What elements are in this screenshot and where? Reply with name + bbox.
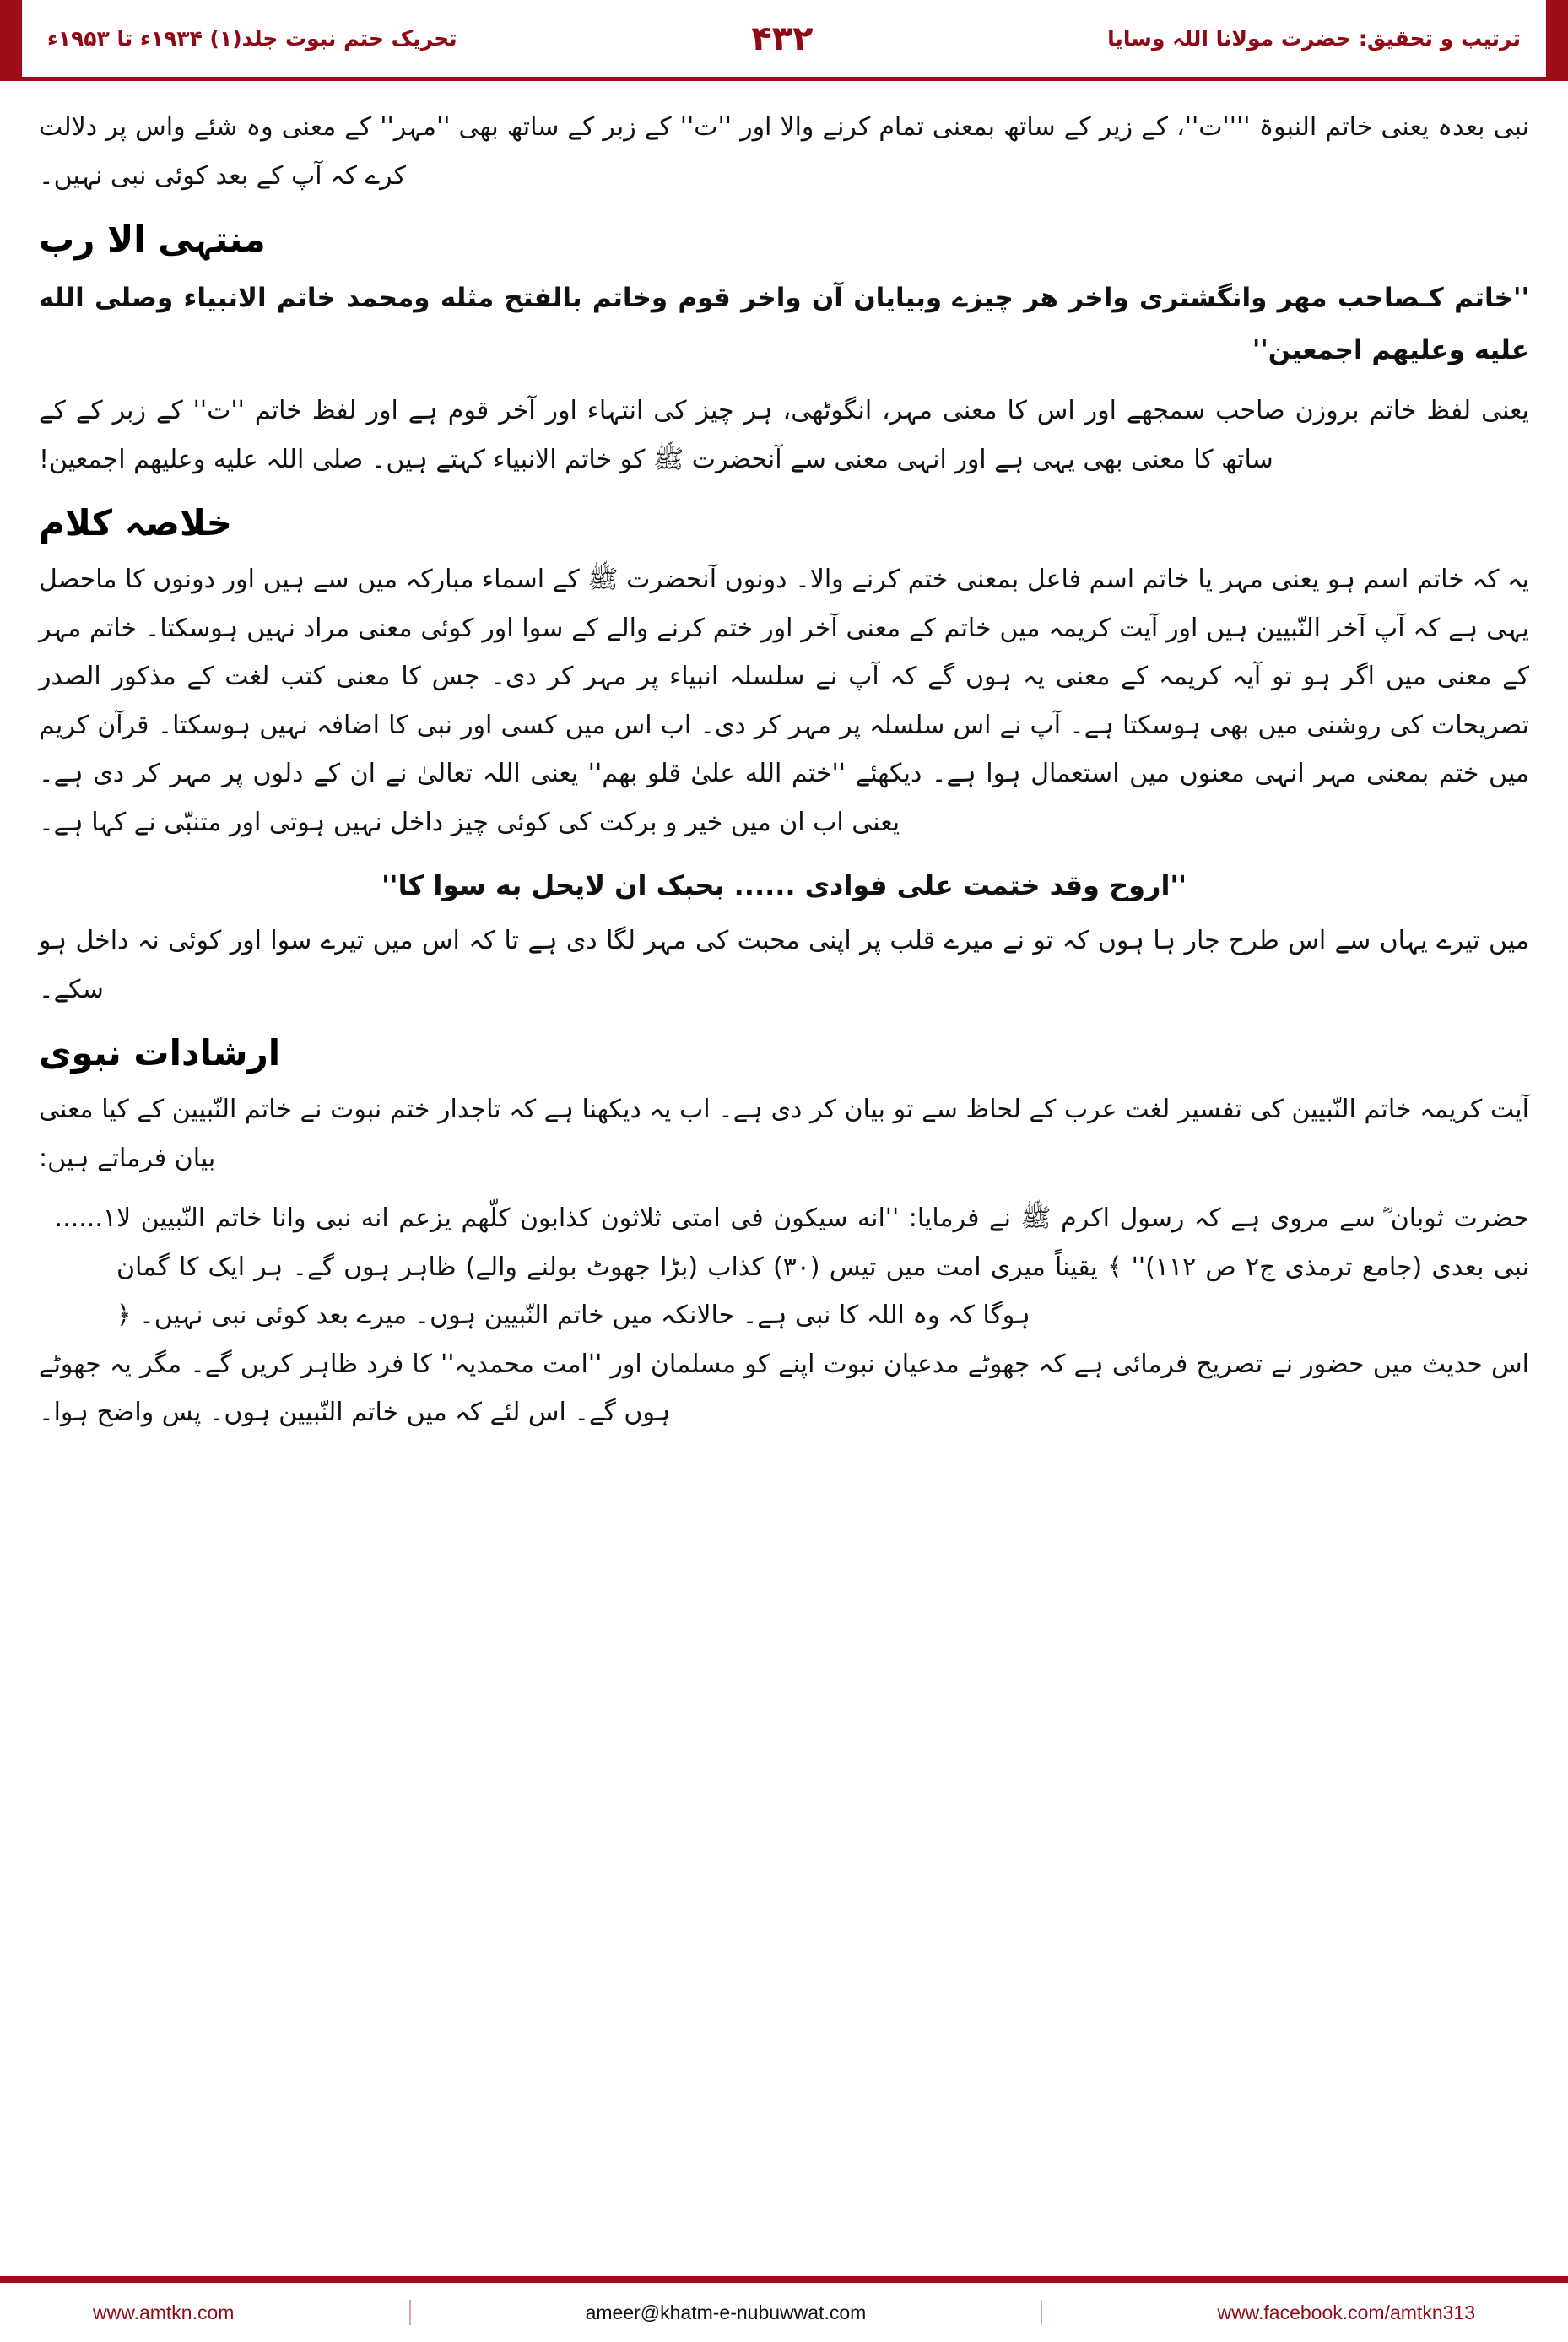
paragraph-2: یعنی لفظ خاتم بروزن صاحب سمجھے اور اس کا معنی مہر، انگوٹھی، ہر چیز کی انتہاء اور آخر قوم ہے اور لفظ خاتم ''ت'' کے زبر کے کے ساتھ کا معنی بھی یہی ہے اور انہی معنی سے آنحضرت ﷺ کو خاتم الانبیاء کہتے ہیں۔ صلی اللہ علیه وعلیهم اجمعین! [39,395,1529,474]
hadith-item-1-text: حضرت ثوبان ؓ سے مروی ہے کہ رسول اکرم ﷺ نے فرمایا: ''انه سیکون فی امتی ثلاثون کذابون کلّهم یزعم انه نبی وانا خاتم النّبیین لا نبی بعدی (جامع ترمذی ج۲ ص ۱۱۲)'' ﴾ یقیناً میری امت میں تیس (۳۰) کذاب (بڑا جھوٹ بولنے والے) ظاہر ہوں گے۔ ہر ایک کا گمان ہوگا کہ وہ اللہ کا نبی ہے۔ حالانکہ میں خاتم النّبیین ہوں۔ میرے بعد کوئی نبی نہیں۔ ﴿ [116,1203,1530,1331]
page-number: ۴۳۲ [751,19,814,58]
footer-facebook-link[interactable]: www.facebook.com/amtkn313 [1217,2301,1475,2323]
header-book-title: تحریک ختم نبوت جلد(۱) ۱۹۳۴ء تا ۱۹۵۳ء [47,25,457,51]
hadith-item-1 [39,1194,1529,1340]
page-header [0,0,1568,81]
hadith-item-1-marker: ۱...... [54,1203,116,1234]
arabic-quotation-2: ''اروح وقد ختمت علی فوادی ...... بحبک ان لایحل به سوا کا'' [381,868,1187,901]
footer-separator-1 [409,2300,411,2325]
heading-irshadat-e-nabwi: ارشادات نبوی [39,1032,281,1074]
heading-muntaha-ul-arab: منتہی الا رب [39,219,266,261]
document-body [0,81,1568,2276]
arabic-quotation-1: ''خاتم کـصاحب مهر وانگشتری واخر هر چیزے وبیایان آن واخر قوم وخاتم بالفتح مثله ومحمد خاتم الانبیاء وصلی الله علیه وعلیهم اجمعین'' [39,282,1529,365]
footer-website-link[interactable]: www.amtkn.com [93,2301,235,2323]
paragraph-4: میں تیرے یہاں سے اس طرح جار ہا ہوں کہ تو نے میرے قلب پر اپنی محبت کی مہر لگا دی ہے تا کہ اس میں تیرے سوا اور کوئی نہ داخل ہو سکے۔ [39,925,1529,1004]
paragraph-6: اس حدیث میں حضور نے تصریح فرمائی ہے کہ جھوٹے مدعیان نبوت اپنے کو مسلمان اور ''امت محمدیہ'' کا فرد ظاہر کریں گے۔ مگر یہ جھوٹے ہوں گے۔ اس لئے کہ میں خاتم النّبیین ہوں۔ پس واضح ہوا۔ [39,1349,1529,1428]
paragraph-1: نبی بعدہ یعنی خاتم النبوۃ ''''ت''، کے زیر کے ساتھ بمعنی تمام کرنے والا اور ''ت'' کے زبر کے ساتھ بھی ''مہر'' کے معنی وہ شئے واس پر دلالت کرے کہ آپ کے بعد کوئی نبی نہیں۔ [39,112,1529,191]
paragraph-5: آیت کریمہ خاتم النّبیین کی تفسیر لغت عرب کے لحاظ سے تو بیان کر دی ہے۔ اب یہ دیکھنا ہے کہ تاجدار ختم نبوت نے خاتم النّبیین کے کیا معنی بیان فرماتے ہیں: [39,1094,1529,1173]
page-footer [0,2276,1568,2342]
footer-email-link[interactable]: ameer@khatm-e-nubuwwat.com [585,2301,867,2323]
header-editor-credit: ترتیب و تحقیق: حضرت مولانا اللہ وسایا [1107,25,1521,51]
footer-divider [0,2276,1568,2283]
paragraph-3: یہ کہ خاتم اسم ہو یعنی مہر یا خاتم اسم فاعل بمعنی ختم کرنے والا۔ دونوں آنحضرت ﷺ کے اسماء مبارکہ میں سے ہیں اور دونوں کا ماحصل یہی ہے کہ آپ آخر النّبیین ہیں اور آیت کریمہ میں خاتم کے معنی آخر اور ختم کرنے والے کے سوا اور کوئی معنی مراد نہیں ہوسکتا۔ خاتم مہر کے معنی میں اگر ہو تو آیہ کریمہ کے معنی یہ ہوں گے کہ آپ نے سلسلہ انبیاء پر مہر کر دی۔ جس کا معنی کتب لغت کے مذکور الصدر تصریحات کی روشنی میں بھی ہوسکتا ہے۔ آپ نے اس سلسلہ پر مہر کر دی۔ اب اس میں کسی اور نبی کا اضافہ نہیں ہوسکتا۔ قرآن کریم میں ختم بمعنی مہر انہی معنوں میں استعمال ہوا ہے۔ دیکھئے ''ختم الله علیٰ قلو بهم'' یعنی اللہ تعالیٰ نے ان کے دلوں پر مہر کر دی ہے۔ یعنی اب ان میں خیر و برکت کی کوئی چیز داخل نہیں ہوتی اور متنبّی نے کہا ہے۔ [39,564,1529,837]
footer-separator-2 [1041,2300,1042,2325]
heading-khulasa-kalam: خلاصہ کلام [39,502,233,544]
